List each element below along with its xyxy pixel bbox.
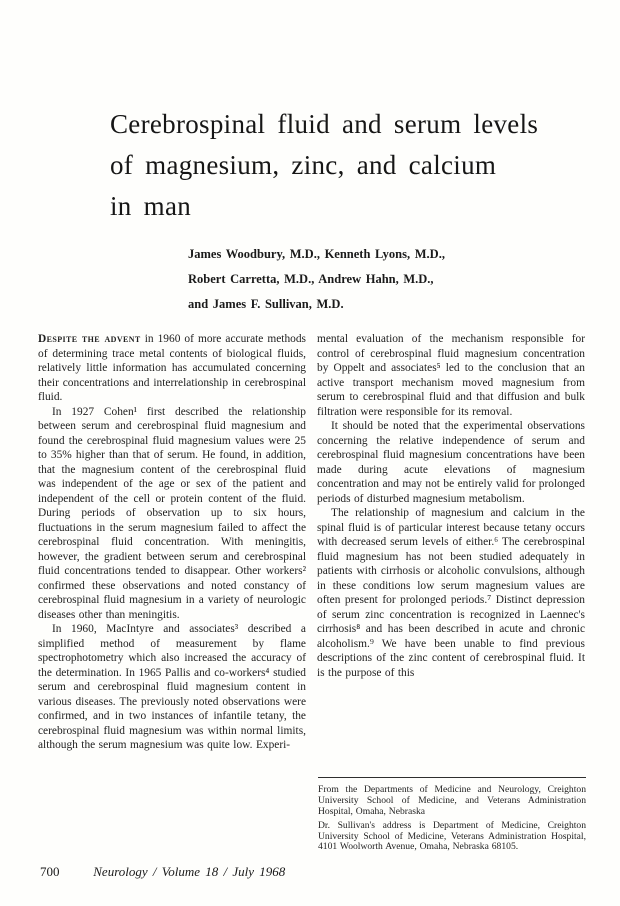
article-title-line-1: Cerebrospinal fluid and serum levels (110, 109, 539, 139)
small-caps-lead: Despite the advent (38, 333, 141, 345)
footnote-address: Dr. Sullivan's address is Department of Medicine, Creighton University School of Medicine, Veterans Administration Hospital, 4101 Woolworth Avenue, Omaha, Nebraska 68105. (318, 819, 586, 853)
footnote-departments: From the Departments of Medicine and Neurology, Creighton University School of Medicine, and Veterans Administration Hospital, Omaha, Nebraska (318, 784, 586, 817)
author-block (188, 242, 445, 317)
paragraph-intro-text: in 1960 of more accurate methods of determining trace metal contents of biological fluids, relatively little information has accumulated concerning their concentrations and interrelationship in cerebrospinal fluid. (38, 333, 306, 403)
affiliation-footnote (318, 777, 586, 853)
author-line-3: and James F. Sullivan, M.D. (188, 297, 344, 311)
page-number: 700 (40, 864, 60, 879)
paragraph-macintyre-1960: In 1960, MacIntyre and associates³ described a simplified method of measurement by flame spectrophotometry which also increased the accuracy of the determination. In 1965 Pallis and co-workers⁴ studied serum and cerebrospinal fluid magnesium content in various diseases. The previously noted observations were confirmed, and in two instances of infantile tetany, the cerebrospinal fluid magnesium was within normal limits, although the serum magnesium was quite low. Experi- (38, 623, 306, 751)
paragraph-intro (38, 332, 306, 405)
author-line-2: Robert Carretta, M.D., Andrew Hahn, M.D., (188, 272, 434, 286)
paragraph-cohen-1927: In 1927 Cohen¹ first described the relationship between serum and cerebrospinal fluid magnesium and found the cerebrospinal fluid magnesium values were 25 to 35% higher than that of serum. He found, in addition, that the magnesium content of the cerebrospinal fluid was independent of the age or sex of the patient and independent of the cell or protein content of the fluid. During periods of observation up to six hours, fluctuations in the serum magnesium failed to affect the cerebrospinal fluid concentration. With meningitis, however, the gradient between serum and cerebrospinal fluid concentrations tended to disappear. Other workers² confirmed these observations and noted constancy of cerebrospinal fluid magnesium in a variety of neurologic diseases other than meningitis. (38, 405, 306, 621)
left-column (38, 332, 306, 753)
article-title-line-2: of magnesium, zinc, and calcium (110, 150, 497, 180)
paragraph-magnesium-calcium: The relationship of magnesium and calcium in the spinal fluid is of particular interest because tetany occurs with decreased serum levels of either.⁶ The cerebrospinal fluid magnesium has not been studied adequately in patients with cirrhosis or alcoholic convulsions, although in these conditions low serum magnesium values are often present for prolonged periods.⁷ Distinct depression of serum zinc concentration is recognized in Laennec's cirrhosis⁸ and has been described in acute and chronic alcoholism.⁹ We have been unable to find previous descriptions of the zinc content of cerebrospinal fluid. It is the purpose of this (317, 507, 585, 679)
page-footer (40, 864, 285, 879)
paragraph-oppelt-continuation: mental evaluation of the mechanism responsible for control of cerebrospinal fluid magnesium concentration by Oppelt and associates⁵ led to the conclusion that an active transport mechanism moved magnesium from serum to cerebrospinal fluid and that diffusion and bulk filtration were responsible for its removal. (317, 333, 585, 418)
body-columns (38, 332, 586, 753)
right-column (317, 332, 585, 753)
journal-citation: Neurology / Volume 18 / July 1968 (93, 864, 286, 879)
article-title-line-3: in man (110, 191, 192, 221)
paragraph-experimental-note: It should be noted that the experimental observations concerning the relative independence of serum and cerebrospinal fluid magnesium concentrations have been made during acute elevations of magnesium concentration and may not be entirely valid for prolonged periods of disturbed magnesium metabolism. (317, 420, 585, 505)
article-title (110, 104, 538, 227)
author-line-1: James Woodbury, M.D., Kenneth Lyons, M.D., (188, 247, 445, 261)
